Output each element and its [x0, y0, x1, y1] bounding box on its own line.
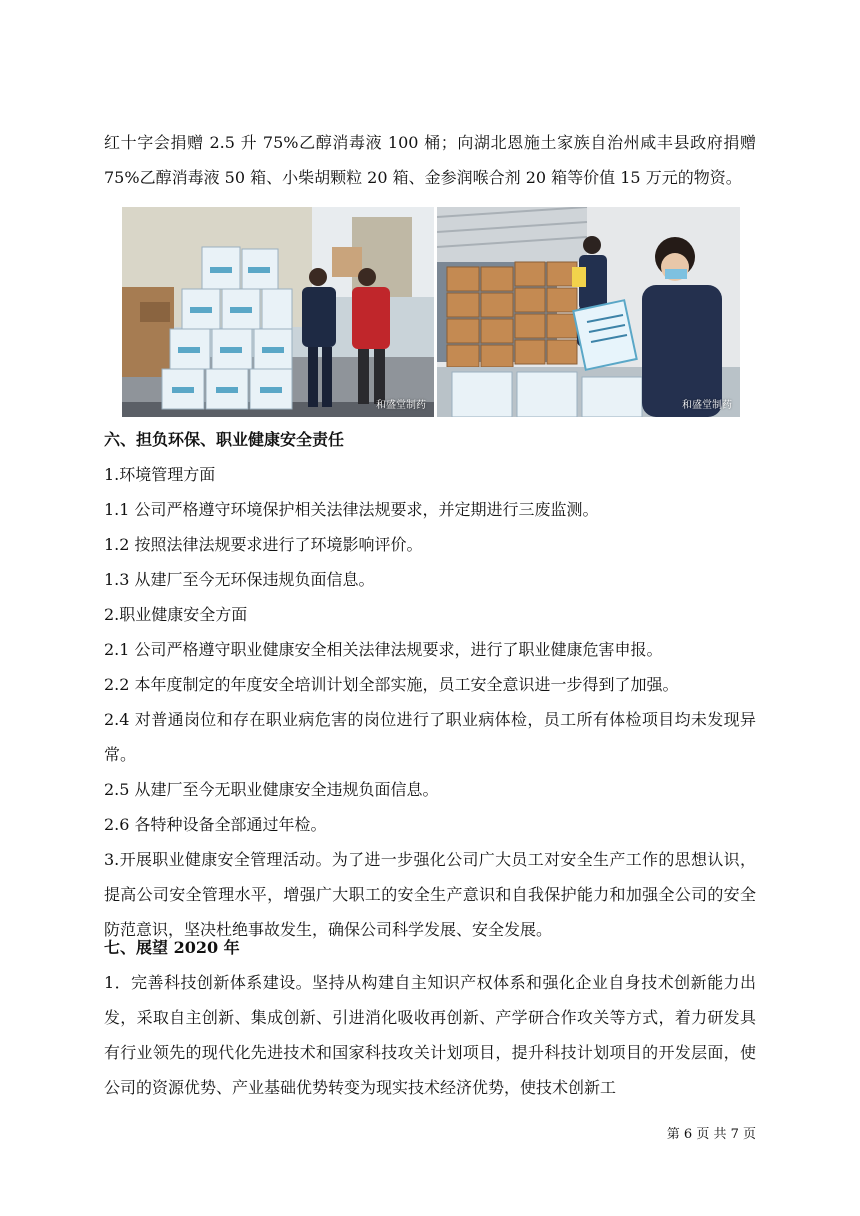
- paragraph-1-2: 1.2 按照法律法规要求进行了环境影响评价。: [104, 535, 423, 554]
- paragraph-7-1: 1．完善科技创新体系建设。坚持从构建自主知识产权体系和强化企业自身技术创新能力出发，采取自主创新、集成创新、引进消化吸收再创新、产学研合作攻关等方式，着力研发具有行业领先的现代化先进技术和国家科技攻关计划项目，提升科技计划项目的开发层面，使公司的资源优势、产业基础优势转变为现实技术经济优势，使技术创新工: [104, 973, 756, 1097]
- paragraph-2-6: 2.6 各特种设备全部通过年检。: [104, 815, 327, 834]
- photo-watermark: 和盛堂制药: [682, 400, 732, 411]
- paragraph-3: 3.开展职业健康安全管理活动。为了进一步强化公司广大员工对安全生产工作的思想认识，提高公司安全管理水平，增强广大职工的安全生产意识和自我保护能力和加强全公司的安全防范意识，坚决杜绝事故发生，确保公司科学发展、安全发展。: [104, 850, 756, 939]
- photo-staff-labeling: [437, 207, 740, 417]
- paragraph-2-1: 2.1 公司严格遵守职业健康安全相关法律法规要求，进行了职业健康危害申报。: [104, 640, 663, 659]
- section-7-heading: 七、展望 2020 年: [104, 938, 240, 957]
- paragraph-donation: 红十字会捐赠 2.5 升 75%乙醇消毒液 100 桶；向湖北恩施土家族自治州咸丰县政府捐赠 75%乙醇消毒液 50 箱、小柴胡颗粒 20 箱、金参润喉合剂 20 箱等价值 15 万元的物资。: [104, 133, 756, 187]
- paragraph-2-4: 2.4 对普通岗位和存在职业病危害的岗位进行了职业病体检，员工所有体检项目均未发现异常。: [104, 710, 756, 764]
- photo-watermark: 和盛堂制药: [376, 400, 426, 411]
- page-number: 第 6 页 共 7 页: [666, 1127, 756, 1142]
- paragraph-2-2: 2.2 本年度制定的年度安全培训计划全部实施，员工安全意识进一步得到了加强。: [104, 675, 679, 694]
- section-6-heading: 六、担负环保、职业健康安全责任: [104, 430, 345, 449]
- paragraph-1-1: 1.1 公司严格遵守环境保护相关法律法规要求，并定期进行三废监测。: [104, 500, 599, 519]
- subsection-occupational-safety: 2.职业健康安全方面: [104, 605, 248, 624]
- subsection-environment: 1.环境管理方面: [104, 465, 216, 484]
- paragraph-1-3: 1.3 从建厂至今无环保违规负面信息。: [104, 570, 375, 589]
- photo-donation-boxes: [122, 207, 434, 417]
- paragraph-2-5: 2.5 从建厂至今无职业健康安全违规负面信息。: [104, 780, 439, 799]
